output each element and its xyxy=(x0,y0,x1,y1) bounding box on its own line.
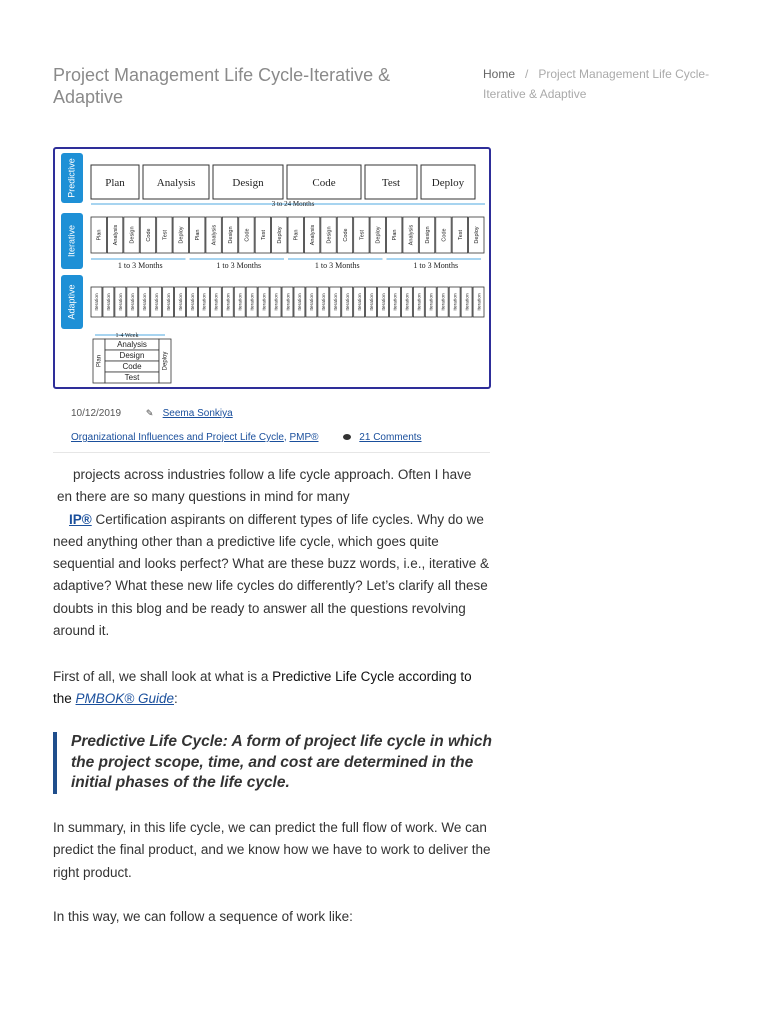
adaptive-iteration-label: Iteration xyxy=(381,293,387,311)
phase-label: Test xyxy=(381,177,401,189)
category-separator: , xyxy=(283,432,287,443)
adaptive-iteration-label: Iteration xyxy=(298,293,304,311)
iteration-phase-label: Design xyxy=(129,226,136,244)
iteration-phase-label: Test xyxy=(260,229,267,241)
iteration-phase-label: Code xyxy=(342,228,349,242)
adaptive-iteration-label: Iteration xyxy=(250,293,256,311)
adaptive-iteration-label: Iteration xyxy=(274,293,280,311)
iteration-phase-label: Analysis xyxy=(113,224,120,246)
adaptive-iteration-label: Iteration xyxy=(286,293,292,311)
adaptive-iteration-label: Iteration xyxy=(142,293,148,311)
life-cycle-figure xyxy=(53,147,491,389)
adaptive-iteration-label: Iteration xyxy=(441,293,447,311)
phase-label: Analysis xyxy=(156,177,196,189)
adaptive-iteration-label: Iteration xyxy=(262,293,268,311)
iteration-phase-label: Deploy xyxy=(375,226,382,244)
page-title: Project Management Life Cycle-Iterative & Adaptive xyxy=(53,65,391,107)
iteration-phase-label: Plan xyxy=(195,229,202,241)
phase-label: Code xyxy=(312,177,336,189)
adaptive-iteration-label: Iteration xyxy=(429,293,435,311)
adaptive-iteration-label: Iteration xyxy=(477,293,483,311)
breadcrumb-current: Project Management Life Cycle-Iterative & Adaptive xyxy=(483,67,710,101)
iteration-duration-label: 1 to 3 Months xyxy=(216,261,262,270)
iteration-phase-label: Code xyxy=(145,228,152,242)
iteration-phase-label: Test xyxy=(162,229,169,241)
adaptive-iteration-label: Iteration xyxy=(95,293,101,311)
adaptive-inner-label: Analysis xyxy=(117,340,147,349)
adaptive-iteration-label: Iteration xyxy=(334,293,340,311)
iteration-phase-label: Deploy xyxy=(474,226,481,244)
summary-paragraph: In summary, in this life cycle, we can predict the full flow of work. We can predict the final product, and we know how we have to work to deliver the right product. xyxy=(53,820,491,880)
adaptive-iteration-label: Iteration xyxy=(369,293,375,311)
post-date: 10/12/2019 xyxy=(71,408,122,419)
adaptive-iteration-label: Iteration xyxy=(226,293,232,311)
section-tab-label: Predictive xyxy=(66,158,77,198)
phase-label: Design xyxy=(232,177,264,189)
intro-line-1: projects across industries follow a life cycle approach. Often I have xyxy=(73,467,472,482)
adaptive-iteration-label: Iteration xyxy=(310,293,316,311)
predictive-duration-label: 3 to 24 Months xyxy=(271,200,315,208)
adaptive-iteration-label: Iteration xyxy=(453,293,459,311)
adaptive-deploy-label: Deploy xyxy=(162,351,169,371)
iteration-phase-label: Design xyxy=(227,226,234,244)
iteration-phase-label: Plan xyxy=(96,229,103,241)
adaptive-iteration-label: Iteration xyxy=(214,293,220,311)
iteration-phase-label: Design xyxy=(326,226,333,244)
intro-rest: Certification aspirants on different types of life cycles. Why do we need anything other than a predictive life cycle, which goes quite sequential and looks perfect? What are these buzz words, i.e., iterative & adaptive? What these new life cycles do differently? Let’s clarify all these doubts in this blog and be ready to answer all the questions revolving around it. xyxy=(53,511,489,639)
author-link[interactable]: Seema Sonkiya xyxy=(162,408,233,419)
iteration-phase-label: Analysis xyxy=(310,224,317,246)
intro-line-2: en there are so many questions in mind for many xyxy=(57,489,350,505)
adaptive-iteration-label: Iteration xyxy=(465,293,471,311)
iteration-phase-label: Plan xyxy=(392,229,399,241)
adaptive-inner-label: Code xyxy=(122,362,142,371)
adaptive-iteration-label: Iteration xyxy=(166,293,172,311)
pmp-link[interactable]: IP® xyxy=(69,511,92,527)
iteration-phase-label: Code xyxy=(244,228,251,242)
iteration-phase-label: Plan xyxy=(293,229,300,241)
iteration-duration-label: 1 to 3 Months xyxy=(117,261,163,270)
predictive-intro-bold: Predictive Life Cycle according to the xyxy=(53,669,472,707)
phase-label: Deploy xyxy=(431,177,465,189)
post-meta-date-author xyxy=(71,408,233,419)
adaptive-iteration-label: Iteration xyxy=(107,293,113,311)
category-link-org-influences[interactable]: Organizational Influences and Project Life Cycle xyxy=(71,432,284,443)
adaptive-iteration-label: Iteration xyxy=(154,293,160,311)
adaptive-iteration-label: Iteration xyxy=(202,293,208,311)
adaptive-iteration-label: Iteration xyxy=(393,293,399,311)
adaptive-inner-label: Design xyxy=(119,351,145,360)
adaptive-iteration-label: Iteration xyxy=(178,293,184,311)
iteration-duration-label: 1 to 3 Months xyxy=(413,261,459,270)
iteration-phase-label: Analysis xyxy=(211,224,218,246)
iteration-phase-label: Test xyxy=(457,229,464,241)
section-tab-label: Adaptive xyxy=(66,284,77,320)
adaptive-iteration-label: Iteration xyxy=(119,293,125,311)
category-link-pmp[interactable]: PMP® xyxy=(289,432,319,443)
sequence-paragraph: In this way, we can follow a sequence of work like: xyxy=(53,909,353,924)
adaptive-iteration-label: Iteration xyxy=(131,293,137,311)
adaptive-iteration-label: Iteration xyxy=(405,293,411,311)
comments-link[interactable]: 21 Comments xyxy=(359,432,422,443)
post-meta-categories xyxy=(71,432,422,443)
adaptive-iteration-label: Iteration xyxy=(417,293,423,311)
comments-link-wrap xyxy=(343,432,421,443)
intro-paragraph xyxy=(53,464,493,642)
iteration-phase-label: Deploy xyxy=(178,226,185,244)
definition-quote: Predictive Life Cycle: A form of project life cycle in which the project scope, time, and cost are determined in the initial phases of the life cycle. xyxy=(53,732,508,794)
adaptive-inner-label: Test xyxy=(124,373,140,382)
iteration-duration-label: 1 to 3 Months xyxy=(314,261,360,270)
breadcrumb-separator: / xyxy=(525,67,529,81)
meta-divider xyxy=(53,452,490,453)
predictive-intro-end: : xyxy=(174,691,178,707)
predictive-intro-paragraph xyxy=(53,666,493,711)
adaptive-iteration-label: Iteration xyxy=(190,293,196,311)
life-cycle-diagram xyxy=(55,149,489,387)
iteration-phase-label: Code xyxy=(441,228,448,242)
iteration-phase-label: Test xyxy=(359,229,366,241)
adaptive-iteration-label: Iteration xyxy=(345,293,351,311)
predictive-intro-text: First of all, we shall look at what is a xyxy=(53,669,273,684)
adaptive-iteration-label: Iteration xyxy=(357,293,363,311)
breadcrumb xyxy=(483,64,713,104)
iteration-phase-label: Design xyxy=(424,226,431,244)
comment-bubble-icon xyxy=(343,434,351,440)
section-tab-label: Iterative xyxy=(66,224,77,258)
adaptive-duration-label: 1-4 Week xyxy=(115,333,139,339)
adaptive-iteration-label: Iteration xyxy=(238,293,244,311)
iteration-phase-label: Analysis xyxy=(408,224,415,246)
adaptive-plan-label: Plan xyxy=(96,354,103,368)
phase-label: Plan xyxy=(105,177,125,189)
pencil-icon: ✎ xyxy=(145,408,154,418)
iteration-phase-label: Deploy xyxy=(277,226,284,244)
adaptive-iteration-label: Iteration xyxy=(322,293,328,311)
pmbok-guide-link[interactable]: PMBOK® Guide xyxy=(75,691,175,707)
breadcrumb-home-link[interactable]: Home xyxy=(483,67,516,81)
